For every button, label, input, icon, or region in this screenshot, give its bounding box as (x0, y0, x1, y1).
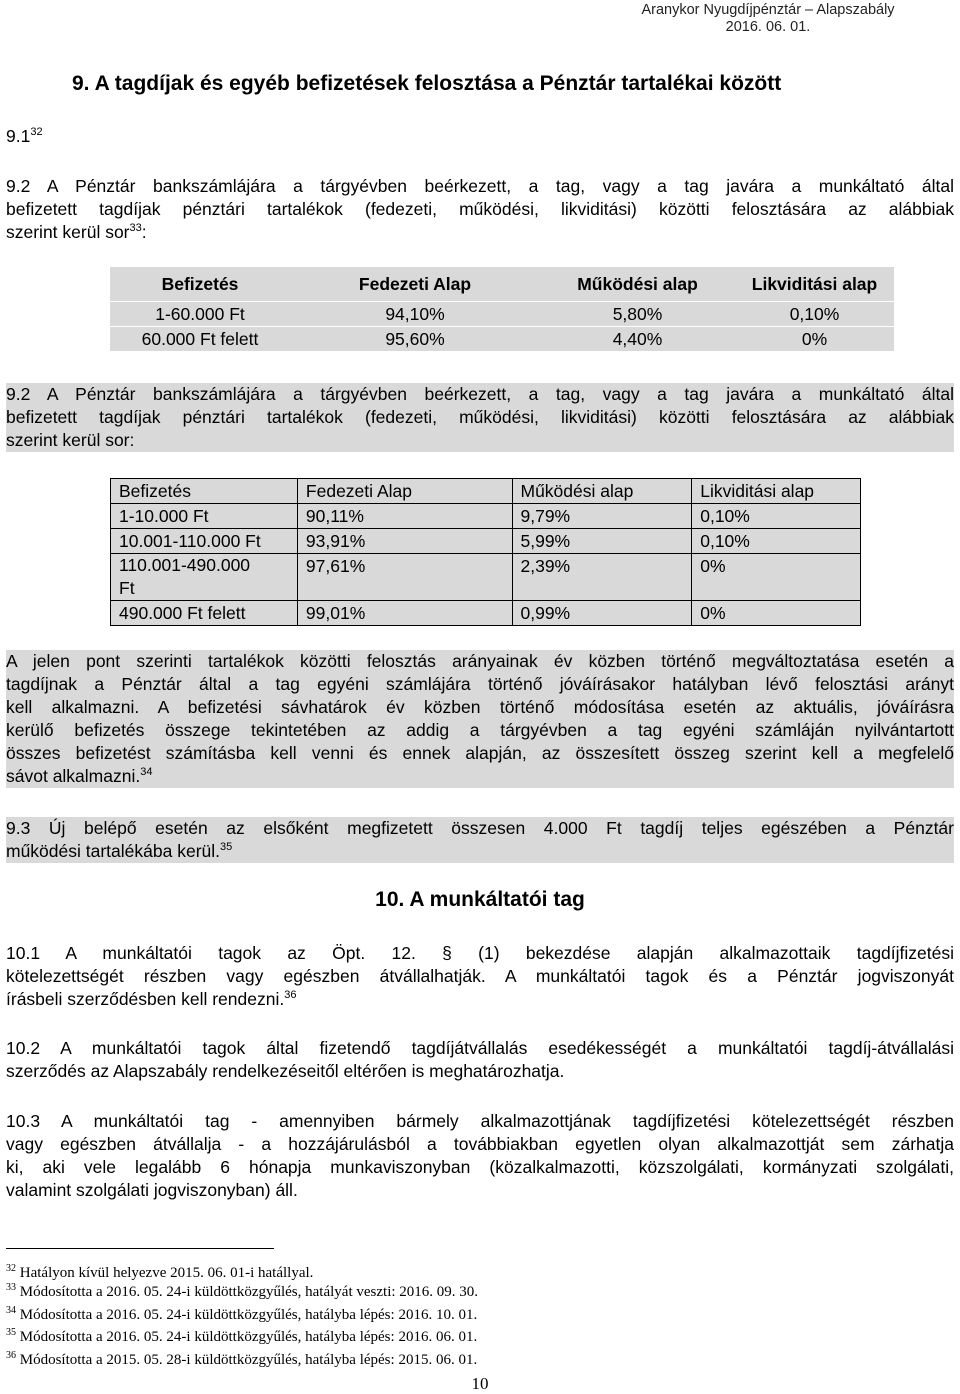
paragraph-line: befizetett tagdíjak pénztári tartalékok (fedezeti, működési, likviditási) közötti felosztására az alábbiak (6, 199, 954, 219)
paragraph-line (6, 840, 954, 863)
table-cell: 10.001-110.000 Ft (111, 529, 298, 554)
footnote-divider (6, 1248, 274, 1249)
table-cell: 93,91% (297, 529, 512, 554)
table-cell: 0% (801, 329, 828, 349)
paragraph-9-1-number: 9.1 (6, 126, 31, 146)
footnote-ref-35: 35 (220, 841, 233, 854)
table-header-cell: Működési alap (577, 274, 698, 294)
footnote (6, 1306, 477, 1324)
paragraph-line: kötelezettségét részben vagy egészben átvállalhatják. A munkáltatói tagok és a Pénztár jogviszonyát (6, 966, 954, 986)
table-row (111, 554, 861, 601)
footnote (6, 1264, 313, 1282)
table-cell: 99,01% (297, 601, 512, 626)
table-row (111, 504, 861, 529)
paragraph-line: vagy egészben átvállalja - a hozzájárulásból a továbbiakban egyetlen olyan alkalmazottját sem zárhatja (6, 1134, 954, 1154)
table-header-cell: Működési alap (512, 479, 692, 504)
table-cell: 90,11% (297, 504, 512, 529)
paragraph-line: összes befizetést számításba kell venni és ennek alapján, az összesített összeg szerint kell a megfelelő (6, 743, 954, 763)
paragraph-line: 9.2 A Pénztár bankszámlájára a tárgyévben beérkezett, a tag, vagy a tag javára a munkáltató által (6, 176, 954, 196)
section-10-title: 10. A munkáltatói tag (375, 888, 585, 911)
table-header-row (111, 479, 861, 504)
table-cell: 5,99% (512, 529, 692, 554)
paragraph-text: : (141, 222, 147, 242)
table-cell: 0,10% (692, 504, 861, 529)
table-row (110, 327, 894, 352)
paragraph-text: működési tartalékába kerül. (6, 841, 220, 861)
table-cell: 0,10% (789, 304, 840, 324)
table-header-cell: Befizetés (111, 479, 298, 504)
footnote-number: 33 (6, 1282, 16, 1293)
paragraph-text: írásbeli szerződésben kell rendezni. (6, 989, 285, 1009)
footnote-number: 35 (6, 1327, 16, 1338)
table-cell: 490.000 Ft felett (111, 601, 298, 626)
footnote-text: Hatályon kívül helyezve 2015. 06. 01-i hatállyal. (19, 1265, 314, 1281)
table-cell: 0,10% (692, 529, 861, 554)
table-cell: 95,60% (385, 329, 445, 349)
footnote (6, 1328, 477, 1346)
paragraph-line: szerződés az Alapszabály rendelkezéseitől eltérően is meghatározhatja. (6, 1061, 565, 1081)
table-header-row (110, 267, 894, 302)
table-cell: 0% (692, 554, 861, 601)
paragraph-line: valamint szolgálati jogviszonyban) áll. (6, 1180, 298, 1200)
footnote-number: 34 (6, 1305, 16, 1316)
paragraph-line (6, 988, 954, 1011)
paragraph-line: kell alkalmazni. A befizetési sávhatárok év közben történő módosítása esetén az aktuális, jóváírásra (6, 697, 954, 717)
section-9-title: 9. A tagdíjak és egyéb befizetések felosztása a Pénztár tartalékai között (72, 72, 782, 95)
paragraph-text: sávot alkalmazni. (6, 766, 141, 786)
paragraph-10-1 (6, 942, 954, 1011)
table-row (111, 529, 861, 554)
table-cell: 1-60.000 Ft (155, 304, 245, 324)
footnote-number: 32 (6, 1263, 16, 1274)
table-cell (111, 554, 298, 601)
header-date: 2016. 06. 01. (725, 19, 811, 35)
table-cell: 2,39% (512, 554, 692, 601)
table-cell: 0,99% (512, 601, 692, 626)
paragraph-9-1 (6, 126, 43, 147)
paragraph-9-2-new (6, 383, 954, 452)
footnote-ref-33: 33 (129, 222, 142, 235)
table-cell: 94,10% (385, 304, 445, 324)
table-header-cell: Fedezeti Alap (358, 274, 472, 294)
table-cell: 60.000 Ft felett (141, 329, 259, 349)
footnote-text: Módosította a 2016. 05. 24-i küldöttközgyűlés, hatályát veszti: 2016. 09. 30. (19, 1284, 479, 1300)
paragraph-9-3 (6, 817, 954, 863)
footnote-ref-32: 32 (30, 126, 43, 139)
header-title: Aranykor Nyugdíjpénztár – Alapszabály (641, 2, 895, 18)
paragraph-10-3 (6, 1110, 954, 1202)
table-row (110, 302, 894, 327)
table-header-cell: Befizetés (161, 274, 239, 294)
table-cell: 97,61% (297, 554, 512, 601)
paragraph-10-2 (6, 1037, 954, 1083)
paragraph-line: ki, aki vele legalább 6 hónapja munkaviszonyban (közalkalmazotti, közszolgálati, kormányzati szolgálati, (6, 1157, 954, 1177)
footnote-number: 36 (6, 1350, 16, 1361)
page-header (588, 2, 948, 36)
paragraph-allocation-change (6, 650, 954, 788)
footnote (6, 1283, 478, 1301)
paragraph-line: tagdíjnak a Pénztár által a tag egyéni számlájára történő jóváírásakor hatályban lévő felosztási arányt (6, 674, 954, 694)
allocation-table-old (110, 267, 894, 352)
table-header-cell: Likviditási alap (751, 274, 878, 294)
footnote (6, 1351, 477, 1369)
paragraph-line: 10.3 A munkáltatói tag - amennyiben bármely alkalmazottjának tagdíjfizetési kötelezettségét részben (6, 1111, 954, 1131)
footnote-ref-36: 36 (284, 989, 297, 1002)
paragraph-line: 10.2 A munkáltatói tagok által fizetendő tagdíjátvállalás esedékességét a munkáltatói tagdíj-átvállalási (6, 1038, 954, 1058)
footnote-text: Módosította a 2016. 05. 24-i küldöttközgyűlés, hatályba lépés: 2016. 10. 01. (19, 1307, 478, 1323)
paragraph-line: 9.3 Új belépő esetén az elsőként megfizetett összesen 4.000 Ft tagdíj teljes egészében a Pénztár (6, 818, 954, 838)
page-number: 10 (471, 1374, 489, 1393)
paragraph-line: szerint kerül sor: (6, 430, 135, 450)
paragraph-line: kerülő befizetés összege tekintetében az addig a tárgyévben a tag egyéni számláján nyilvántartott (6, 720, 954, 740)
footnote-ref-34: 34 (140, 766, 153, 779)
table-cell: 1-10.000 Ft (111, 504, 298, 529)
footnote-text: Módosította a 2015. 05. 28-i küldöttközgyűlés, hatályba lépés: 2015. 06. 01. (19, 1352, 478, 1368)
paragraph-9-2-old (6, 175, 954, 244)
paragraph-line (6, 221, 954, 244)
table-cell-text: 110.001-490.000 Ft (119, 555, 251, 598)
table-cell: 4,40% (612, 329, 663, 349)
paragraph-text: szerint kerül sor (6, 222, 130, 242)
paragraph-line (6, 765, 954, 788)
table-cell: 5,80% (612, 304, 663, 324)
paragraph-line: A jelen pont szerinti tartalékok közötti felosztás arányainak év közben történő megváltoztatása esetén a (6, 651, 954, 671)
allocation-table-new (110, 478, 861, 626)
paragraph-line: 9.2 A Pénztár bankszámlájára a tárgyévben beérkezett, a tag, vagy a tag javára a munkáltató által (6, 384, 954, 404)
paragraph-line: 10.1 A munkáltatói tagok az Öpt. 12. § (1) bekezdése alapján alkalmazottaik tagdíjfizetési (6, 943, 954, 963)
table-cell: 0% (692, 601, 861, 626)
footnote-text: Módosította a 2016. 05. 24-i küldöttközgyűlés, hatályba lépés: 2016. 06. 01. (19, 1329, 478, 1345)
table-row (111, 601, 861, 626)
table-cell: 9,79% (512, 504, 692, 529)
table-header-cell: Likviditási alap (692, 479, 861, 504)
table-header-cell: Fedezeti Alap (297, 479, 512, 504)
paragraph-line: befizetett tagdíjak pénztári tartalékok (fedezeti, működési, likviditási) közötti felosztására az alábbiak (6, 407, 954, 427)
